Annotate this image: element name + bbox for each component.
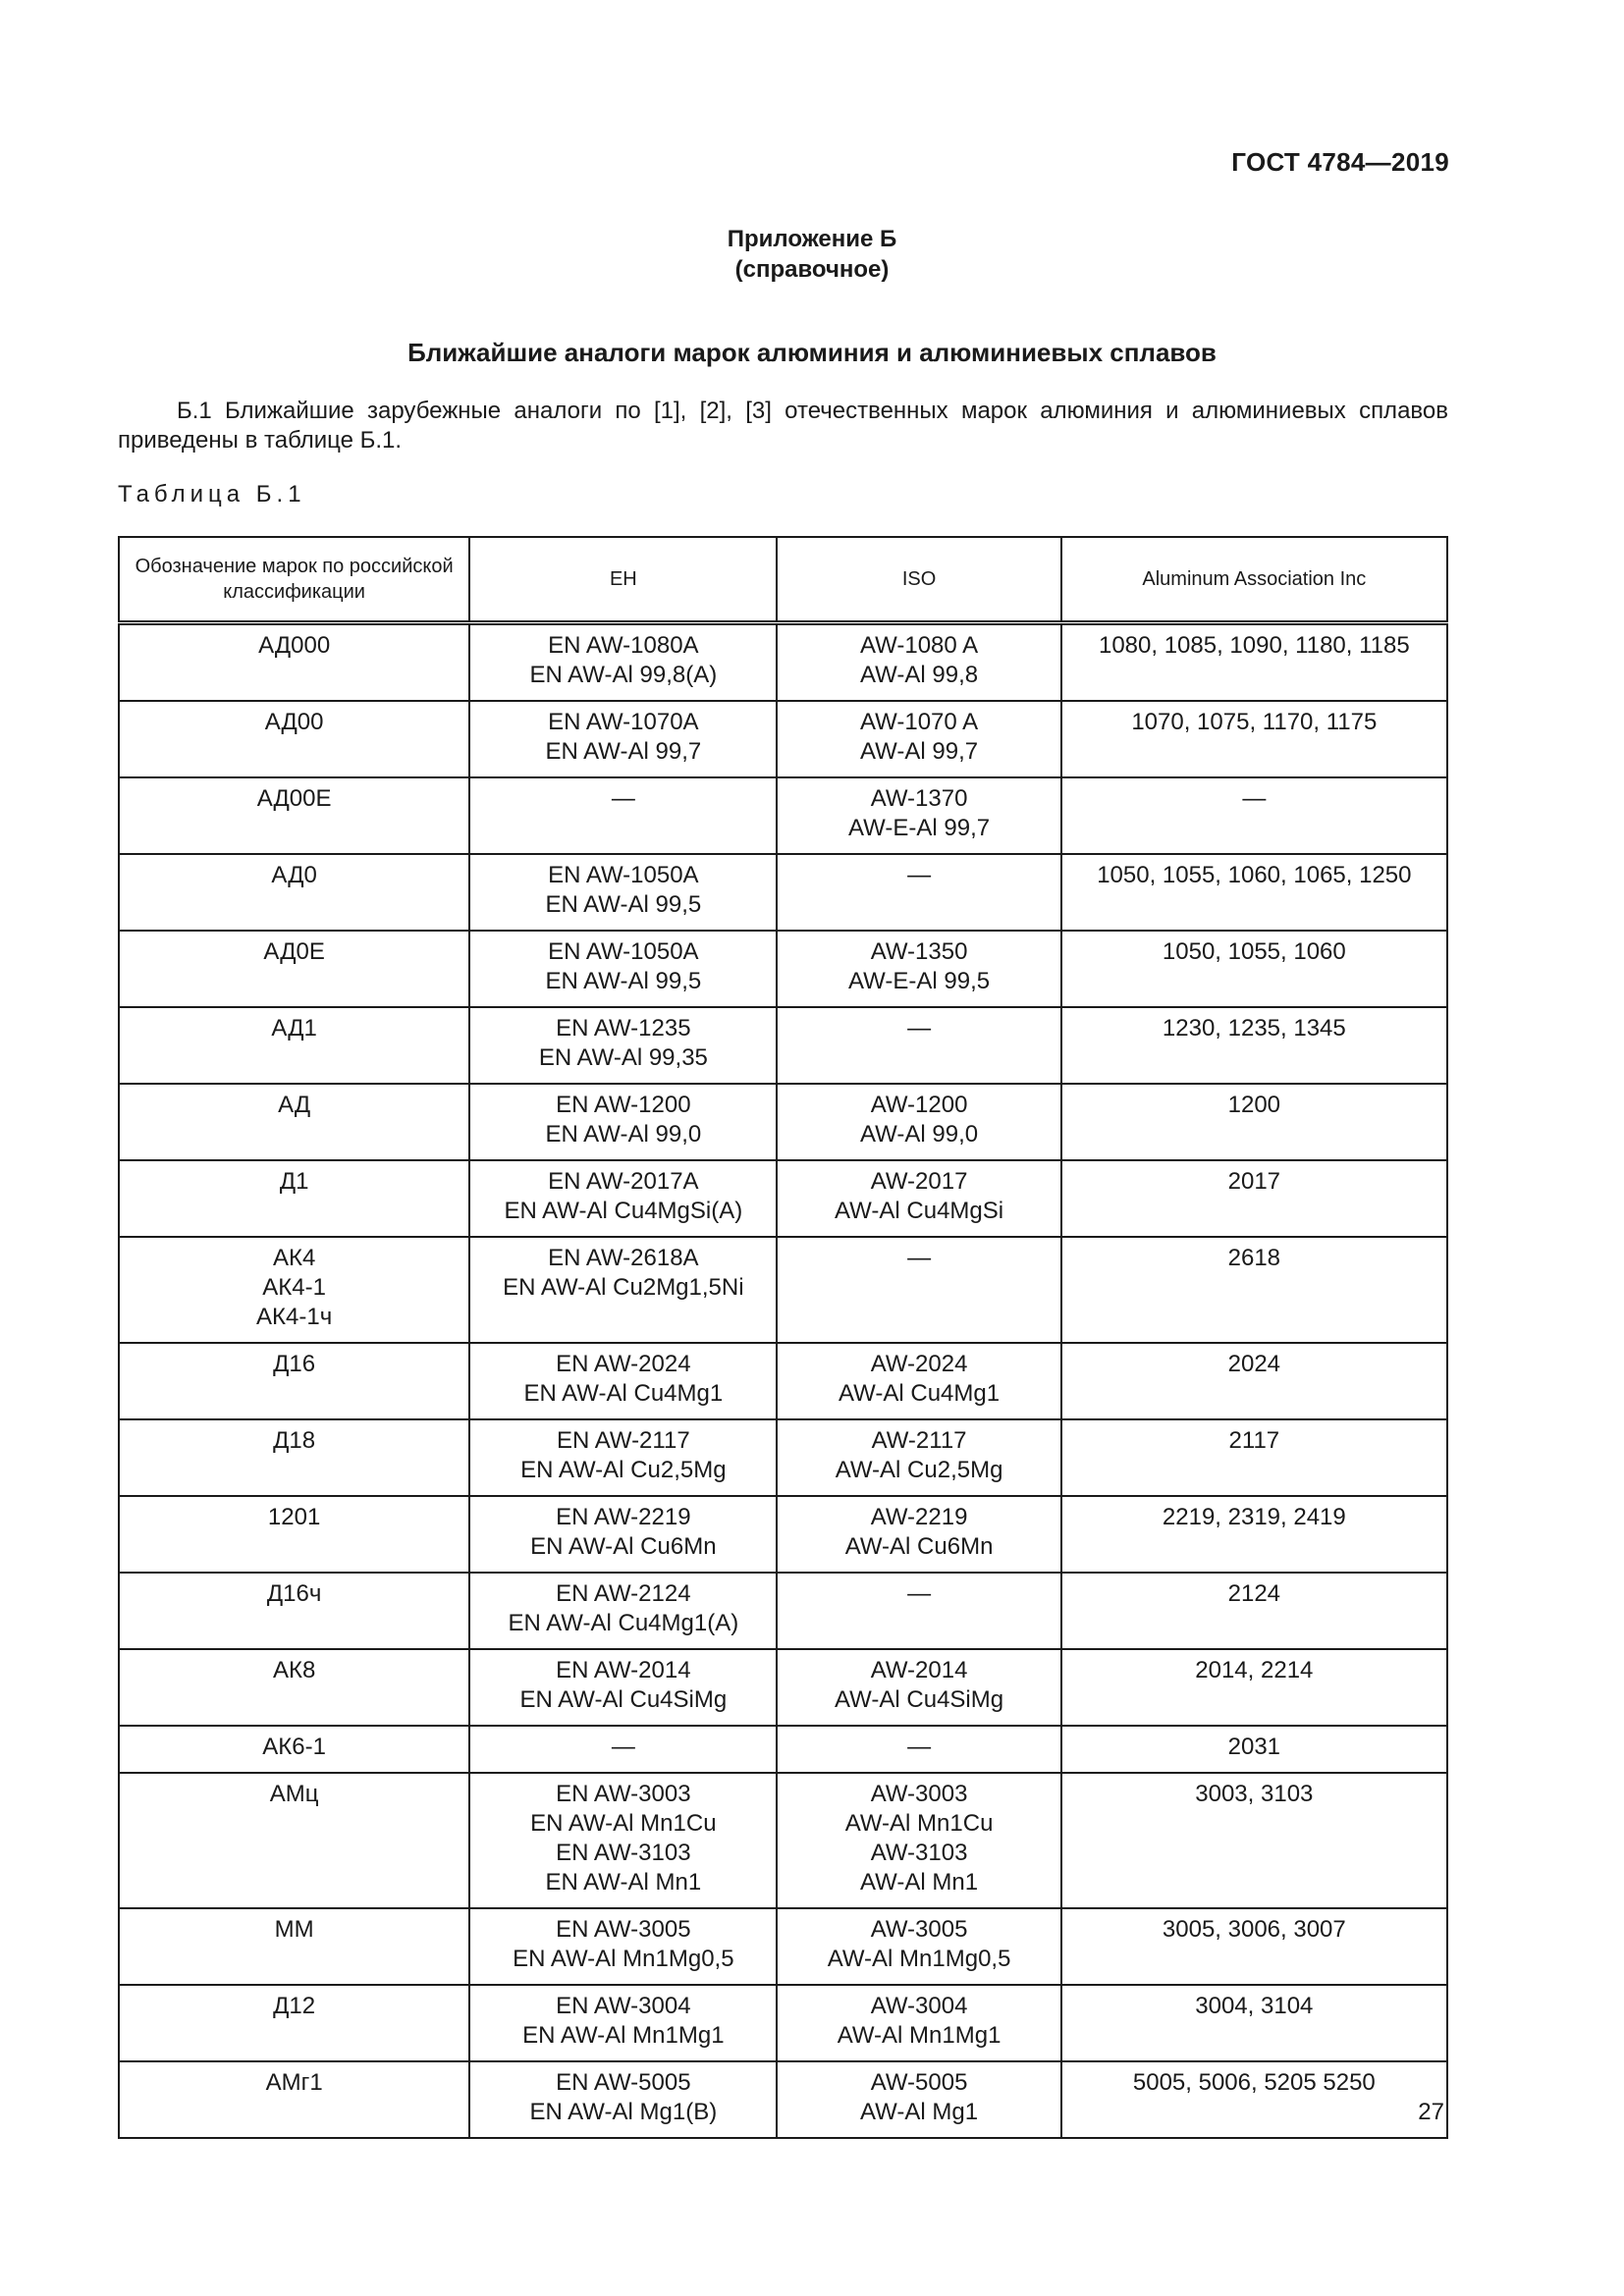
- cell-line: EN AW-Al Cu4MgSi(A): [504, 1198, 743, 1224]
- iso-cell: [777, 1160, 1060, 1237]
- cell-line: АК8: [272, 1657, 316, 1683]
- en-cell: [469, 931, 777, 1007]
- cell-line: 2117: [1228, 1427, 1280, 1454]
- cell-line: Д16: [273, 1351, 316, 1377]
- cell-line: EN AW-Al 99,8(A): [529, 662, 718, 688]
- cell-line: EN AW-3003: [556, 1781, 691, 1807]
- aluminum-association-cell: [1061, 623, 1447, 702]
- cell-line: EN AW-Al 99,35: [538, 1044, 708, 1071]
- cell-line: 1070, 1075, 1170, 1175: [1131, 709, 1378, 735]
- russian-grade-cell: [119, 1007, 469, 1084]
- table-row: [119, 1237, 1447, 1343]
- cell-line: АД0Е: [263, 938, 325, 965]
- cell-line: AW-Al Mg1: [860, 2099, 979, 2125]
- table-row: [119, 1908, 1447, 1985]
- iso-cell: [777, 1237, 1060, 1343]
- aluminum-association-cell: [1061, 777, 1447, 854]
- cell-line: EN AW-1200: [556, 1092, 691, 1118]
- cell-line: EN AW-2117: [557, 1427, 690, 1454]
- cell-line: EN AW-Al Mn1Cu: [530, 1810, 717, 1837]
- cell-line: EN AW-Al 99,5: [545, 968, 702, 994]
- cell-line: AW-Al 99,0: [860, 1121, 979, 1148]
- iso-cell: [777, 1419, 1060, 1496]
- aluminum-association-cell: [1061, 2061, 1447, 2138]
- iso-cell: [777, 1084, 1060, 1160]
- table-row: [119, 1007, 1447, 1084]
- iso-cell: [777, 2061, 1060, 2138]
- cell-line: АК4: [272, 1245, 316, 1271]
- aluminum-association-cell: [1061, 1649, 1447, 1726]
- aluminum-association-cell: [1061, 1007, 1447, 1084]
- russian-grade-cell: [119, 1573, 469, 1649]
- aluminum-association-cell: [1061, 1573, 1447, 1649]
- table-header-row: [119, 537, 1447, 623]
- aluminum-association-cell: [1061, 854, 1447, 931]
- cell-line: AW-1070 A: [860, 709, 979, 735]
- cell-line: Д12: [273, 1993, 316, 2019]
- cell-line: EN AW-Al Mn1: [545, 1869, 702, 1896]
- cell-line: AW-2117: [871, 1427, 967, 1454]
- iso-cell: [777, 701, 1060, 777]
- appendix-heading: [0, 224, 1624, 285]
- cell-line: 1201: [267, 1504, 321, 1530]
- cell-line: AW-3005: [870, 1916, 968, 1943]
- cell-line: EN AW-5005: [556, 2069, 691, 2096]
- cell-line: —: [907, 1580, 932, 1607]
- table-row: [119, 777, 1447, 854]
- iso-cell: [777, 623, 1060, 702]
- aluminum-association-cell: [1061, 1084, 1447, 1160]
- cell-line: АК6-1: [262, 1734, 326, 1760]
- cell-line: EN AW-Al Cu2Mg1,5Ni: [503, 1274, 744, 1301]
- cell-line: 2124: [1227, 1580, 1281, 1607]
- cell-line: AW-2017: [870, 1168, 968, 1195]
- cell-line: AW-3003: [870, 1781, 968, 1807]
- en-cell: [469, 1084, 777, 1160]
- table-row: [119, 1496, 1447, 1573]
- cell-line: AW-5005: [870, 2069, 968, 2096]
- cell-line: EN AW-Al Cu4Mg1(A): [508, 1610, 739, 1636]
- table-row: [119, 854, 1447, 931]
- cell-line: 2024: [1227, 1351, 1281, 1377]
- cell-line: 2017: [1227, 1168, 1281, 1195]
- russian-grade-cell: [119, 1908, 469, 1985]
- russian-grade-cell: [119, 1160, 469, 1237]
- table-row: [119, 931, 1447, 1007]
- cell-line: AW-2219: [870, 1504, 968, 1530]
- cell-line: EN AW-1050A: [548, 862, 699, 888]
- iso-cell: [777, 1649, 1060, 1726]
- russian-grade-cell: [119, 854, 469, 931]
- en-cell: [469, 1343, 777, 1419]
- cell-line: АД00: [264, 709, 324, 735]
- russian-grade-cell: [119, 701, 469, 777]
- cell-line: АД: [278, 1092, 311, 1118]
- cell-line: AW-Al 99,8: [860, 662, 979, 688]
- table-row: [119, 1773, 1447, 1908]
- aluminum-association-cell: [1061, 1496, 1447, 1573]
- table-label: Таблица Б.1: [118, 481, 306, 507]
- appendix-title: Приложение Б: [727, 226, 897, 252]
- cell-line: EN AW-Al Cu2,5Mg: [520, 1457, 727, 1483]
- cell-line: 5005, 5006, 5205 5250: [1132, 2069, 1376, 2096]
- cell-line: AW-Al 99,7: [860, 738, 979, 765]
- cell-line: EN AW-Al 99,5: [545, 891, 702, 918]
- en-cell: [469, 1573, 777, 1649]
- cell-line: 1200: [1227, 1092, 1281, 1118]
- iso-cell: [777, 931, 1060, 1007]
- cell-line: AW-Al Mn1Cu: [844, 1810, 994, 1837]
- en-cell: [469, 1773, 777, 1908]
- cell-line: AW-1080 A: [860, 632, 979, 659]
- en-cell: [469, 1985, 777, 2061]
- cell-line: 1080, 1085, 1090, 1180, 1185: [1098, 632, 1410, 659]
- header-en: ЕН: [469, 537, 777, 623]
- cell-line: AW-1200: [870, 1092, 968, 1118]
- en-cell: [469, 854, 777, 931]
- cell-line: —: [907, 862, 932, 888]
- iso-cell: [777, 777, 1060, 854]
- aluminum-association-cell: [1061, 1419, 1447, 1496]
- cell-line: AW-3004: [870, 1993, 968, 2019]
- cell-line: EN AW-1080A: [548, 632, 699, 659]
- page-number: 27: [1418, 2099, 1444, 2125]
- table-row: [119, 1343, 1447, 1419]
- cell-line: AW-1350: [870, 938, 968, 965]
- iso-cell: [777, 1726, 1060, 1773]
- iso-cell: [777, 1985, 1060, 2061]
- table-row: [119, 1084, 1447, 1160]
- table-row: [119, 1419, 1447, 1496]
- russian-grade-cell: [119, 931, 469, 1007]
- cell-line: AW-Al Cu4Mg1: [839, 1380, 1001, 1407]
- cell-line: EN AW-1235: [556, 1015, 691, 1041]
- cell-line: 1050, 1055, 1060: [1162, 938, 1346, 965]
- cell-line: 3003, 3103: [1195, 1781, 1314, 1807]
- appendix-subtitle: (справочное): [734, 256, 890, 283]
- table-row: [119, 1726, 1447, 1773]
- russian-grade-cell: [119, 1419, 469, 1496]
- cell-line: AW-3103: [870, 1840, 968, 1866]
- aluminum-association-cell: [1061, 1160, 1447, 1237]
- table-row: [119, 2061, 1447, 2138]
- cell-line: EN AW-Al Cu4SiMg: [519, 1686, 728, 1713]
- header-iso: ISO: [777, 537, 1060, 623]
- cell-line: EN AW-2618A: [548, 1245, 699, 1271]
- en-cell: [469, 1419, 777, 1496]
- aluminum-association-cell: [1061, 701, 1447, 777]
- header-aluminum-association: Aluminum Association Inc: [1061, 537, 1447, 623]
- analogs-table: [118, 536, 1448, 2139]
- cell-line: 1050, 1055, 1060, 1065, 1250: [1097, 862, 1412, 888]
- header-russian-grade: Обозначение марок по российской классификации: [119, 537, 469, 623]
- iso-cell: [777, 1343, 1060, 1419]
- iso-cell: [777, 1007, 1060, 1084]
- russian-grade-cell: [119, 1773, 469, 1908]
- cell-line: EN AW-2014: [556, 1657, 691, 1683]
- en-cell: [469, 623, 777, 702]
- russian-grade-cell: [119, 1343, 469, 1419]
- en-cell: [469, 1237, 777, 1343]
- table-row: [119, 623, 1447, 702]
- cell-line: —: [907, 1245, 932, 1271]
- table-row: [119, 701, 1447, 777]
- cell-line: 2219, 2319, 2419: [1162, 1504, 1346, 1530]
- cell-line: АД00Е: [256, 785, 332, 812]
- cell-line: 2014, 2214: [1195, 1657, 1314, 1683]
- cell-line: ММ: [274, 1916, 314, 1943]
- cell-line: АД1: [271, 1015, 317, 1041]
- aluminum-association-cell: [1061, 1985, 1447, 2061]
- cell-line: AW-2014: [870, 1657, 968, 1683]
- cell-line: EN AW-1070A: [548, 709, 699, 735]
- cell-line: AW-Al Cu6Mn: [844, 1533, 994, 1560]
- cell-line: EN AW-Al 99,7: [545, 738, 702, 765]
- table-row: [119, 1985, 1447, 2061]
- cell-line: AW-Al Mn1Mg1: [837, 2022, 1001, 2049]
- aluminum-association-cell: [1061, 1237, 1447, 1343]
- cell-line: АД000: [258, 632, 331, 659]
- cell-line: AW-Al Mn1Mg0,5: [827, 1946, 1011, 1972]
- russian-grade-cell: [119, 1985, 469, 2061]
- cell-line: EN AW-Al 99,0: [545, 1121, 702, 1148]
- section-title: Ближайшие аналоги марок алюминия и алюминиевых сплавов: [407, 338, 1217, 367]
- cell-line: —: [611, 785, 635, 812]
- russian-grade-cell: [119, 1237, 469, 1343]
- russian-grade-cell: [119, 1649, 469, 1726]
- cell-line: 3005, 3006, 3007: [1162, 1916, 1346, 1943]
- cell-line: —: [611, 1734, 635, 1760]
- russian-grade-cell: [119, 1726, 469, 1773]
- cell-line: AW-E-Al 99,5: [848, 968, 991, 994]
- russian-grade-cell: [119, 2061, 469, 2138]
- cell-line: —: [907, 1015, 932, 1041]
- cell-line: EN AW-2219: [556, 1504, 691, 1530]
- table-row: [119, 1573, 1447, 1649]
- en-cell: [469, 777, 777, 854]
- cell-line: АК4-1ч: [256, 1304, 333, 1330]
- cell-line: AW-Al Cu4SiMg: [835, 1686, 1004, 1713]
- cell-line: AW-1370: [870, 785, 968, 812]
- en-cell: [469, 2061, 777, 2138]
- cell-line: EN AW-3103: [556, 1840, 691, 1866]
- en-cell: [469, 1007, 777, 1084]
- table-body: [119, 623, 1447, 2139]
- en-cell: [469, 1496, 777, 1573]
- cell-line: EN AW-3005: [556, 1916, 691, 1943]
- russian-grade-cell: [119, 1084, 469, 1160]
- cell-line: EN AW-Al Mn1Mg1: [522, 2022, 725, 2049]
- iso-cell: [777, 1773, 1060, 1908]
- cell-line: 3004, 3104: [1195, 1993, 1314, 2019]
- document-code: ГОСТ 4784—2019: [1231, 147, 1449, 177]
- aluminum-association-cell: [1061, 1908, 1447, 1985]
- cell-line: 2031: [1227, 1734, 1281, 1760]
- en-cell: [469, 1160, 777, 1237]
- cell-line: EN AW-1050A: [548, 938, 699, 965]
- iso-cell: [777, 1573, 1060, 1649]
- cell-line: AW-Al Mn1: [860, 1869, 979, 1896]
- cell-line: 1230, 1235, 1345: [1162, 1015, 1346, 1041]
- cell-line: Д18: [273, 1427, 316, 1454]
- cell-line: АК4-1: [262, 1274, 326, 1301]
- en-cell: [469, 701, 777, 777]
- en-cell: [469, 1726, 777, 1773]
- cell-line: —: [1242, 785, 1267, 812]
- iso-cell: [777, 854, 1060, 931]
- cell-line: AW-2024: [870, 1351, 968, 1377]
- cell-line: EN AW-2024: [556, 1351, 691, 1377]
- cell-line: Д1: [279, 1168, 309, 1195]
- cell-line: EN AW-2017A: [548, 1168, 699, 1195]
- cell-line: EN AW-2124: [556, 1580, 691, 1607]
- en-cell: [469, 1908, 777, 1985]
- cell-line: AW-Al Cu4MgSi: [835, 1198, 1004, 1224]
- en-cell: [469, 1649, 777, 1726]
- cell-line: AW-E-Al 99,7: [848, 815, 991, 841]
- cell-line: АМг1: [265, 2069, 323, 2096]
- cell-line: EN AW-3004: [556, 1993, 691, 2019]
- aluminum-association-cell: [1061, 1726, 1447, 1773]
- cell-line: Д16ч: [266, 1580, 322, 1607]
- russian-grade-cell: [119, 1496, 469, 1573]
- cell-line: EN AW-Al Cu4Mg1: [523, 1380, 724, 1407]
- cell-line: 2618: [1227, 1245, 1281, 1271]
- table-row: [119, 1160, 1447, 1237]
- intro-paragraph: Б.1 Ближайшие зарубежные аналоги по [1], [2], [3] отечественных марок алюминия и алюминиевых сплавов приведены в таблице Б.1.: [118, 398, 1448, 454]
- aluminum-association-cell: [1061, 1773, 1447, 1908]
- cell-line: EN AW-Al Mn1Mg0,5: [513, 1946, 734, 1972]
- cell-line: EN AW-Al Mg1(B): [529, 2099, 718, 2125]
- russian-grade-cell: [119, 777, 469, 854]
- iso-cell: [777, 1496, 1060, 1573]
- iso-cell: [777, 1908, 1060, 1985]
- table-row: [119, 1649, 1447, 1726]
- cell-line: —: [907, 1734, 932, 1760]
- cell-line: АМц: [269, 1781, 319, 1807]
- cell-line: EN AW-Al Cu6Mn: [530, 1533, 717, 1560]
- russian-grade-cell: [119, 623, 469, 702]
- cell-line: АД0: [271, 862, 317, 888]
- aluminum-association-cell: [1061, 931, 1447, 1007]
- aluminum-association-cell: [1061, 1343, 1447, 1419]
- cell-line: AW-Al Cu2,5Mg: [835, 1457, 1003, 1483]
